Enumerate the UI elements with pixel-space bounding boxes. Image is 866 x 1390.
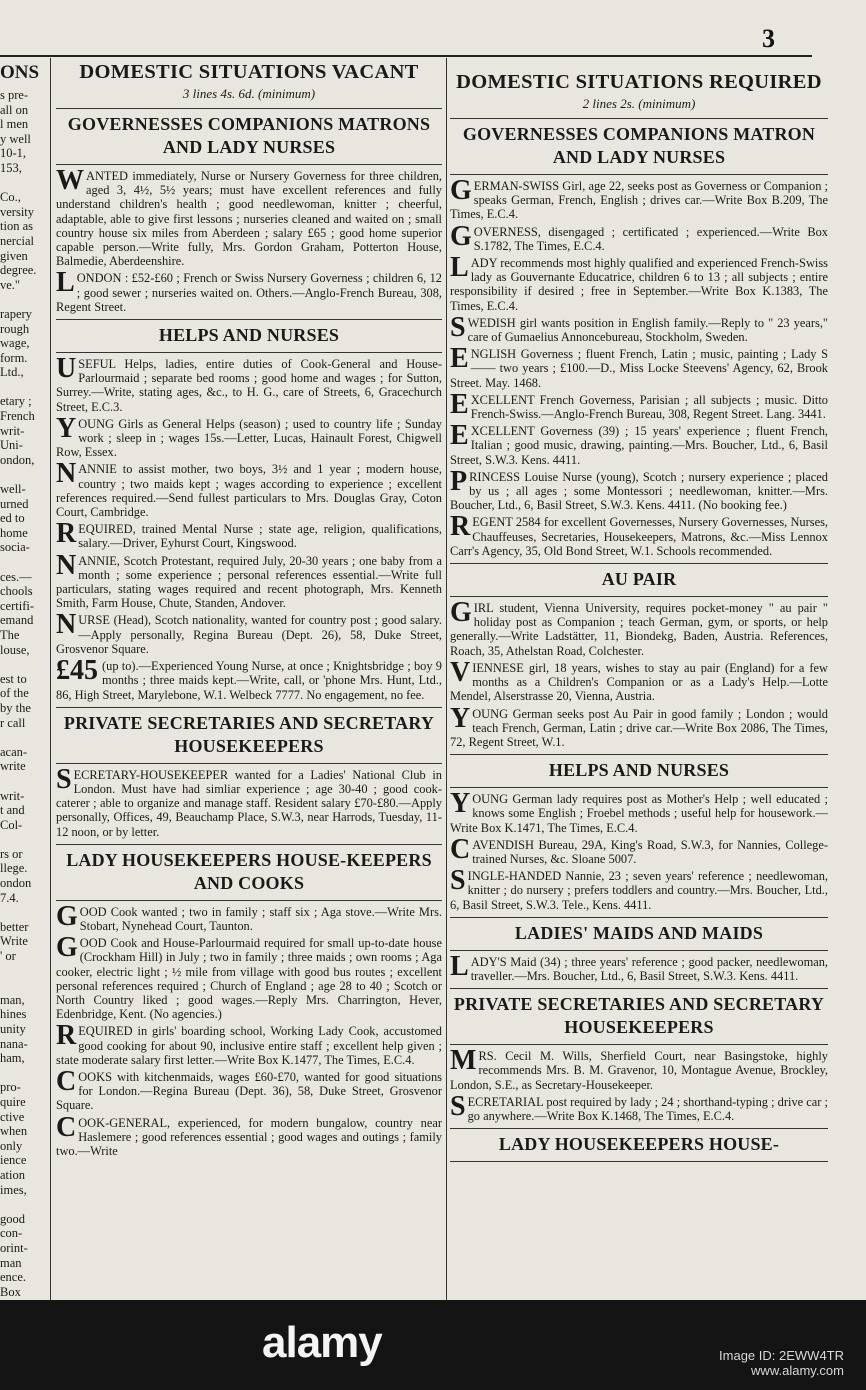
left-fragment-line: r call (0, 715, 26, 730)
left-fragment-line: form. (0, 350, 28, 365)
left-fragment-line: est to (0, 671, 27, 686)
classified-ad: SINGLE-HANDED Nannie, 23 ; seven years' reference ; needlewoman, knitter ; do nursery ; prefers toddlers and country.—Mrs. Boucher, Ltd., 6, Basil Street, S.W.3. Tele., Kens. 4411. (450, 865, 828, 912)
classified-ad: ENGLISH Governess ; fluent French, Latin ; music, painting ; Lady S—— two years ; £100.—D., Miss Locke Steevens' Agency, 62, Brook Street. May. 1468. (450, 343, 828, 390)
left-fragment-line: ctive (0, 1109, 25, 1124)
left-fragment-line (0, 176, 46, 191)
heading-underline (56, 352, 442, 353)
left-fragment-line: all on (0, 102, 29, 117)
section-divider (56, 319, 442, 320)
stock-footer (0, 1300, 866, 1390)
section-divider (56, 108, 442, 109)
left-fragment-line: ience (0, 1153, 27, 1168)
section-heading: GOVERNESSES COMPANIONS MATRON AND LADY NURSES (462, 124, 816, 167)
left-fragment-line: orint- (0, 1240, 28, 1255)
section-heading: LADY HOUSEKEEPERS HOUSE-KEEPERS AND COOKS (66, 849, 432, 893)
heading-underline (56, 900, 442, 901)
left-fragment-line: versity (0, 204, 35, 219)
featured-price: £45 (56, 655, 98, 687)
classified-ad: MRS. Cecil M. Wills, Sherfield Court, near Basingstoke, highly recommends Mrs. B. M. Gravenor, 10, Montague Avenue, Brockley, London, S.E., as Secretary-Housekeeper. (450, 1045, 828, 1092)
heading-underline (450, 787, 828, 788)
left-fragment-line: 10-1, (0, 146, 27, 161)
classified-ad: NURSE (Head), Scotch nationality, wanted for country post ; good salary.—Apply personally, Regina Bureau (Dept. 26), 58, Duke Street, Grosvenor Square. (56, 609, 442, 656)
left-fragment-line: Col- (0, 817, 23, 832)
classified-ad: GERMAN-SWISS Girl, age 22, seeks post as Governess or Companion ; speaks German, French, English ; drives car.—Write Box B.209, The Times, E.C.4. (450, 175, 828, 222)
left-fragment-line: urned (0, 496, 29, 511)
left-fragment-line: certifi- (0, 598, 35, 613)
classified-ad: WANTED immediately, Nurse or Nursery Governess for three children, aged 3, 4½, 5½ years; must have excellent references and fully understand children's health ; good needlewoman, knitter ; cheerful, adaptable, able to give first lessons ; nurseries cleaned and waited on ; small country house six miles from Aberdeen ; salary £65 ; good home superior capable person.—Write fully, Mrs. Gordon Graham, Potterton House, Balmedie, Aberdeenshire. (56, 165, 442, 269)
featured-ad-text: (up to).—Experienced Young Nurse, at once ; Knightsbridge ; boy 9 months ; three maids kept.—Write, call, or 'phone Mrs. Hunt, Ltd., 86, High Street, Marylebone, W.1. Welbeck 7777. No engagement, no fee. (56, 659, 442, 702)
classified-ad: YOUNG German lady requires post as Mother's Help ; well educated ; knows some English ; Froebel methods ; useful help for housework.—Write Box K.1471, The Times, E.C.4. (450, 788, 828, 835)
left-fragment-line: wage, (0, 336, 30, 351)
section-divider (450, 917, 828, 918)
left-fragment-line: louse, (0, 642, 30, 657)
left-fragment-line: chools (0, 584, 33, 599)
classified-ad: NANNIE to assist mother, two boys, 3½ and 1 year ; modern house, country ; two maids kept ; wages according to experience ; excellent references required.—Send fullest particulars to Mrs. Douglas Gray, Coton Court, Cambridge. (56, 458, 442, 520)
left-fragment-line: Write (0, 934, 28, 949)
left-fragment-line: French (0, 409, 35, 424)
left-fragment-line: hines (0, 1007, 27, 1022)
heading-underline (450, 950, 828, 951)
section-divider (450, 563, 828, 564)
left-fragment-line (0, 730, 46, 745)
section-divider (450, 988, 828, 989)
classified-ad: GOOD Cook and House-Parlourmaid required for small up-to-date house (Crockham Hill) in July ; two in family ; three maids ; own rooms ; Aga cooker, electric light ; ½ mile from village with good bus routes ; excellent personal references required ; Church of England ; age 28 to 40 ; Scotch or North Country liked ; good wages.—Reply Mrs. Charrington, Hever, Edenbridge, Kent. (No agencies.) (56, 932, 442, 1022)
left-fragment-line: well- (0, 482, 26, 497)
left-fragment-line: nana- (0, 1036, 28, 1051)
classified-ad: YOUNG German seeks post Au Pair in good family ; London ; would teach French, German, Latin ; drive car.—Write Box 2086, The Times, 72, Regent Street, W.1. (450, 702, 828, 749)
left-fragment-line: man (0, 1255, 22, 1270)
left-fragment-line: home (0, 525, 28, 540)
situations-required-sections (450, 118, 828, 1162)
left-fragment-line (0, 292, 46, 307)
classified-ad: LADY'S Maid (34) ; three years' reference ; good packer, needlewoman, traveller.—Mrs. Boucher, Ltd., 6, Basil Street, S.W.3. Kens. 4411. (450, 950, 828, 983)
left-fragment-line (0, 467, 46, 482)
left-fragment-line: Co., (0, 190, 21, 205)
left-fragment-line: y well (0, 131, 31, 146)
left-fragment-line: degree. (0, 263, 37, 278)
left-fragment-line (0, 657, 46, 672)
situations-vacant-price: 3 lines 4s. 6d. (minimum) (182, 86, 316, 101)
left-fragment-line: rapery (0, 306, 32, 321)
column-rule-left (50, 58, 51, 1300)
left-fragment-line: ence. (0, 1270, 27, 1285)
heading-underline (450, 1161, 828, 1162)
classified-ad: REQUIRED, trained Mental Nurse ; state age, religion, qualifications, salary.—Driver, Eyhurst Court, Kingswood. (56, 518, 442, 551)
left-fragment-line: emand (0, 613, 34, 628)
classified-ad: REQUIRED in girls' boarding school, Working Lady Cook, accustomed good cooking for about 90, inclusive entire staff ; excellent help given ; state moderate salary first letter.—Write Box K.1477, The Times, E.C.4. (56, 1020, 442, 1067)
left-fragment-line: of the (0, 686, 29, 701)
left-fragment-line: given (0, 248, 28, 263)
section-heading: HELPS AND NURSES (158, 325, 340, 346)
section-heading: PRIVATE SECRETARIES AND SECRETARY HOUSEKEEPERS (63, 712, 435, 756)
classified-ad: COOKS with kitchenmaids, wages £60-£70, wanted for good situations for London.—Regina Bureau (Dept. 36), 58, Duke Street, Grosvenor Square. (56, 1065, 442, 1113)
heading-underline (56, 763, 442, 764)
classified-ad: CAVENDISH Bureau, 29A, King's Road, S.W.3, for Nannies, College-trained Nurses, &c. Sloane 5007. (450, 833, 828, 866)
classified-ad: USEFUL Helps, ladies, entire duties of Cook-General and House-Parlourmaid ; separate bed rooms ; good home and wages ; for Sutton, Surrey.—Write, stating ages, &c., to H. G., care of Streets, 6, Gracechurch Street, E.C.3. (56, 353, 442, 414)
left-fragment-line: ham, (0, 1051, 25, 1066)
classified-ad-featured (56, 655, 442, 702)
left-fragment-line: acan- (0, 744, 28, 759)
left-fragment-line: 7.4. (0, 890, 19, 905)
left-fragment-line: quire (0, 1094, 26, 1109)
classified-ad: SWEDISH girl wants position in English family.—Reply to " 23 years," care of Gumaelius Annoncebureau, Stockholm, Sweden. (450, 311, 828, 345)
left-fragment-line: Uni- (0, 438, 23, 453)
left-fragment-line: s pre- (0, 88, 29, 102)
top-rule (0, 55, 812, 57)
classified-ad: SECRETARY-HOUSEKEEPER wanted for a Ladies' National Club in London. Must have had simliar experience ; age 30-40 ; good cook-caterer ; able to organize and manage staff. Resident salary £70-£80.—Apply personally, Offices, 49, Beauchamp Place, S.W.3, near Harrods, Tuesday, 11-12 noon, or by letter. (56, 763, 442, 839)
classified-ad: SECRETARIAL post required by lady ; 24 ; shorthand-typing ; drive car ; go anywhere.—Write Box K.1468, The Times, E.C.4. (450, 1090, 828, 1123)
situations-required-price: 2 lines 2s. (minimum) (582, 96, 696, 111)
left-fragment-line: con- (0, 1226, 23, 1241)
left-fragment-line: 153, (0, 160, 22, 175)
section-heading: LADIES' MAIDS AND MAIDS (514, 922, 764, 943)
left-fragment-line: imes, (0, 1182, 27, 1197)
left-fragment-line: rough (0, 321, 30, 336)
section-heading: LADY HOUSEKEEPERS HOUSE- (498, 1134, 780, 1155)
classified-ad: VIENNESE girl, 18 years, wishes to stay au pair (England) for a few months as a Children's Companion or as a Lady's Help.—Lotte Mendel, Alserstrasse 20, Vienna, Austria. (450, 656, 828, 704)
left-fragment-line: l men (0, 117, 29, 132)
left-fragment-line: etary ; (0, 394, 32, 409)
site-url: www.alamy.com (751, 1363, 844, 1378)
column-rule-middle (446, 58, 447, 1300)
left-fragment-line: llege. (0, 861, 28, 876)
classified-ad: LADY recommends most highly qualified and experienced French-Swiss lady as Gouvernante Educatrice, children 6 to 13 ; all subjects ; entire responsibility if desired ; free in September.—Write Box K.1383, The Times, E.C.4. (450, 252, 828, 313)
classified-ad: GOVERNESS, disengaged ; certificated ; experienced.—Write Box S.1782, The Times, E.C.4. (450, 220, 828, 253)
alamy-logo: alamy (262, 1318, 382, 1367)
left-fragment-line: t and (0, 803, 25, 818)
left-fragment-line: ces.— (0, 569, 32, 584)
left-fragment-line (0, 380, 46, 395)
left-fragment-line: ondon (0, 876, 32, 891)
section-divider (450, 118, 828, 119)
situations-vacant-title: DOMESTIC SITUATIONS VACANT (79, 61, 419, 83)
left-fragment-line: ve." (0, 277, 21, 292)
classified-ad: EXCELLENT Governess (39) ; 15 years' experience ; fluent French, Italian ; good music, drawing, painting.—Mrs. Boucher, Ltd., 6, Basil Street, S.W.3. Kens. 4411. (450, 420, 828, 467)
left-fragment-line: The (0, 627, 20, 642)
left-fragment-line (0, 1197, 46, 1212)
left-column-text (0, 88, 46, 1299)
section-heading: AU PAIR (601, 569, 677, 590)
left-fragment-line: nercial (0, 233, 35, 248)
left-fragment-line (0, 774, 46, 789)
left-fragment-line: Box (0, 1284, 21, 1299)
section-heading: GOVERNESSES COMPANIONS MATRONS AND LADY NURSES (67, 114, 431, 157)
left-fragment-line: pro- (0, 1080, 21, 1095)
section-divider (450, 1128, 828, 1129)
classified-ad: REGENT 2584 for excellent Governesses, Nursery Governesses, Nurses, Chauffeuses, Secretaries, Housekeepers, Matrons, &c.—Miss Lennox Carr's Agency, 35, Old Bond Street, W.1. Schools recommended. (450, 511, 828, 558)
page-number: 3 (762, 24, 775, 53)
classified-ad: EXCELLENT French Governess, Parisian ; all subjects ; music. Ditto French-Swiss.—Anglo-French Bureau, 308, Regent Street. Lang. 3441. (450, 388, 828, 422)
situations-vacant-column (56, 60, 442, 1300)
left-fragment-line: ondon, (0, 452, 35, 467)
left-fragment-line: socia- (0, 540, 30, 555)
left-fragment-line: man, (0, 992, 25, 1007)
left-fragment-line: by the (0, 700, 31, 715)
section-divider (450, 754, 828, 755)
left-fragment-line: when (0, 1124, 28, 1139)
left-fragment-line (0, 555, 46, 570)
heading-underline (450, 596, 828, 597)
left-fragment-line (0, 1066, 46, 1081)
section-divider (56, 844, 442, 845)
left-fragment-line (0, 964, 46, 979)
classified-ad: NANNIE, Scotch Protestant, required July, 20-30 years ; one baby from a month ; some experience ; personal references essential.—Write full particulars, stating wages required and recent photograph, Mrs. Kenneth Smith, Farm House, Chute, Standen, Andover. (56, 549, 442, 611)
left-fragment-line: write (0, 759, 26, 774)
left-fragment-line: only (0, 1138, 23, 1153)
image-id: Image ID: 2EWW4TR (719, 1348, 844, 1363)
heading-underline (450, 174, 828, 175)
heading-underline (56, 164, 442, 165)
section-heading: HELPS AND NURSES (548, 760, 730, 781)
left-fragment-line: writ- (0, 423, 25, 438)
situations-vacant-sections (56, 108, 442, 1158)
situations-required-column (450, 70, 828, 1300)
left-fragment-line (0, 905, 46, 920)
classified-ad: GOOD Cook wanted ; two in family ; staff six ; Aga stove.—Write Mrs. Stobart, Nynehead Court, Taunton. (56, 900, 442, 933)
left-fragment-line: tion as (0, 219, 33, 234)
classified-ad: PRINCESS Louise Nurse (young), Scotch ; nursery experience ; placed by us ; all ages ; some Montessori ; needlewoman, knitter.—Mrs. Boucher, Ltd., 6, Basil Street, S.W.3. Kens. 4411. (No booking fee.) (450, 465, 828, 513)
classified-ad: GIRL student, Vienna University, requires pocket-money " au pair " holiday post as Companion ; teach German, gym, or sports, or help generally.—Write Ladstätter, 11, Biondekg, Baden, Austria. References, Roach, 35, Athelstan Road, Colchester. (450, 597, 828, 658)
left-fragment-line: ' or (0, 949, 16, 964)
classified-ad: LONDON : £52-£60 ; French or Swiss Nursery Governess ; children 6, 12 ; good sewer ; nurseries waited on. Others.—Anglo-French Bureau, 308, Regent Street. (56, 267, 442, 314)
section-divider (56, 707, 442, 708)
classified-ad: YOUNG Girls as General Helps (season) ; used to country life ; Sunday work ; sleep in ; wages 15s.—Letter, Lucas, Hainault Forest, Chigwell Row, Essex. (56, 412, 442, 460)
left-fragment-line: writ- (0, 788, 25, 803)
heading-underline (450, 1044, 828, 1045)
left-fragment-line: good (0, 1211, 25, 1226)
left-fragment-line: unity (0, 1022, 26, 1036)
left-fragment-line: rs or (0, 846, 23, 861)
left-fragment-line (0, 832, 46, 847)
section-heading: PRIVATE SECRETARIES AND SECRETARY HOUSEKEEPERS (453, 994, 825, 1038)
left-fragment-line: Ltd., (0, 365, 24, 380)
left-fragment-line: ation (0, 1167, 25, 1182)
left-fragment-line: better (0, 919, 29, 934)
situations-required-title: DOMESTIC SITUATIONS REQUIRED (456, 71, 822, 93)
image-reference (719, 1348, 844, 1378)
left-column-heading: ONS (0, 62, 40, 83)
left-fragment-line: ed to (0, 511, 25, 526)
left-fragment-line (0, 978, 46, 993)
left-column-fragment (0, 58, 46, 1300)
classified-ad: COOK-GENERAL, experienced, for modern bungalow, country near Haslemere ; good references essential ; good wages and outings ; family two.—Write (56, 1111, 442, 1158)
